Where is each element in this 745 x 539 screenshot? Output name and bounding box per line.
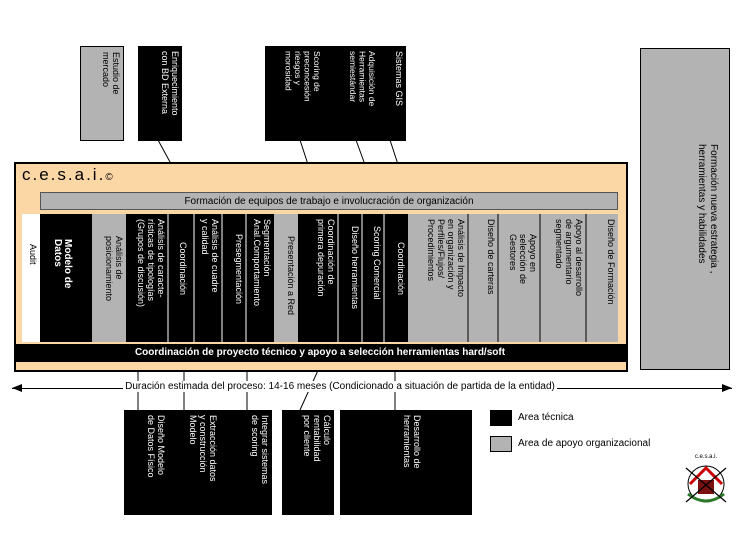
- column-analisis-caracteristicas: Análisis de caracte- rísticas de tipologías (Grupos de discusión): [126, 214, 168, 342]
- legend-organizacional-label: Area de apoyo organizacional: [518, 438, 651, 449]
- corner-logo: [680, 454, 732, 512]
- legend-organizacional-swatch: [490, 436, 512, 452]
- column-audit: Audit: [22, 214, 40, 342]
- column-presegmentacion: Presegmentación: [222, 214, 246, 342]
- column-presentacion-red: Presentación a Red: [274, 214, 298, 342]
- enriquecimiento-box: Enriquecimiento con BD Externa: [138, 46, 182, 141]
- column-diseno-formacion: Diseño de Formación: [586, 214, 618, 342]
- column-modelo-datos: Modelo de Datos: [40, 214, 92, 342]
- column-analisis-impacto: Análisis de Impacto en organización y Perfiles/Flujos/ Procedimientos: [408, 214, 468, 342]
- coordinacion-bar: Coordinación de proyecto técnico y apoyo a selección herramientas hard/soft: [14, 344, 626, 362]
- arrow-left-icon: [12, 384, 22, 392]
- copyright-mark: ©: [105, 172, 115, 183]
- duration-text: Duración estimada del proceso: 14-16 meses (Condicionado a situación de partida de la entidad): [125, 381, 555, 392]
- integrar-sistemas-box: Integrar sistemas de scoring: [220, 410, 272, 515]
- calculo-rentabilidad-box: Cálculo rentabilidad por cliente: [282, 410, 334, 515]
- column-diseno-herramientas: Diseño herramientas: [338, 214, 362, 342]
- column-analisis-cuadre: Análisis de cuadre y calidad: [194, 214, 222, 342]
- legend-tecnica-label: Area técnica: [518, 412, 574, 423]
- legend-tecnica-swatch: [490, 410, 512, 426]
- cesai-logo-text: c.e.s.a.i.: [22, 165, 106, 184]
- formacion-bar: Formación de equipos de trabajo e involucración de organización: [40, 192, 618, 210]
- arrow-right-icon: [722, 384, 732, 392]
- cesai-emblem-icon: [680, 460, 732, 508]
- corner-logo-text: c.e.s.a.i.: [694, 454, 718, 460]
- estudio-mercado-box: Estudio de mercado: [80, 46, 124, 141]
- diseno-modelo-fisico-box: Diseño Modelo de Datos Físico: [124, 410, 168, 515]
- column-apoyo-gestores: Apoyo en selección de Gestores: [498, 214, 540, 342]
- sistemas-gis-box: Sistemas GIS: [378, 46, 406, 141]
- duration-label: [40, 381, 640, 392]
- desarrollo-herramientas-box: Desarrollo de herramientas: [340, 410, 472, 515]
- column-analisis-posicionamiento: Análisis de posicionamiento: [92, 214, 126, 342]
- column-coordinacion-2: Coordinación: [384, 214, 408, 342]
- column-apoyo-argumentario: Apoyo al desarrollo de argumentario segmentado: [540, 214, 586, 342]
- column-scoring-comercial: Scoring Comercial: [362, 214, 384, 342]
- extraccion-datos-box: Extracción datos y construcción Modelo: [168, 410, 220, 515]
- column-coordinacion-1: Coordinación: [168, 214, 194, 342]
- formacion-nueva-box: Formación nueva estrategia , herramientas y habilidades: [640, 48, 730, 370]
- column-coordinacion-depuracion: Coordinación de primera depuración: [298, 214, 338, 342]
- column-segmentacion: Segmentación Anal.Comportamiento: [246, 214, 274, 342]
- adquisicion-box: Adquisición de Herramientas semiestándar: [323, 46, 378, 141]
- scoring-preconcesion-box: Scoring de preconcesión riesgos y morosidad: [265, 46, 323, 141]
- column-diseno-carteras: Diseño de carteras: [468, 214, 498, 342]
